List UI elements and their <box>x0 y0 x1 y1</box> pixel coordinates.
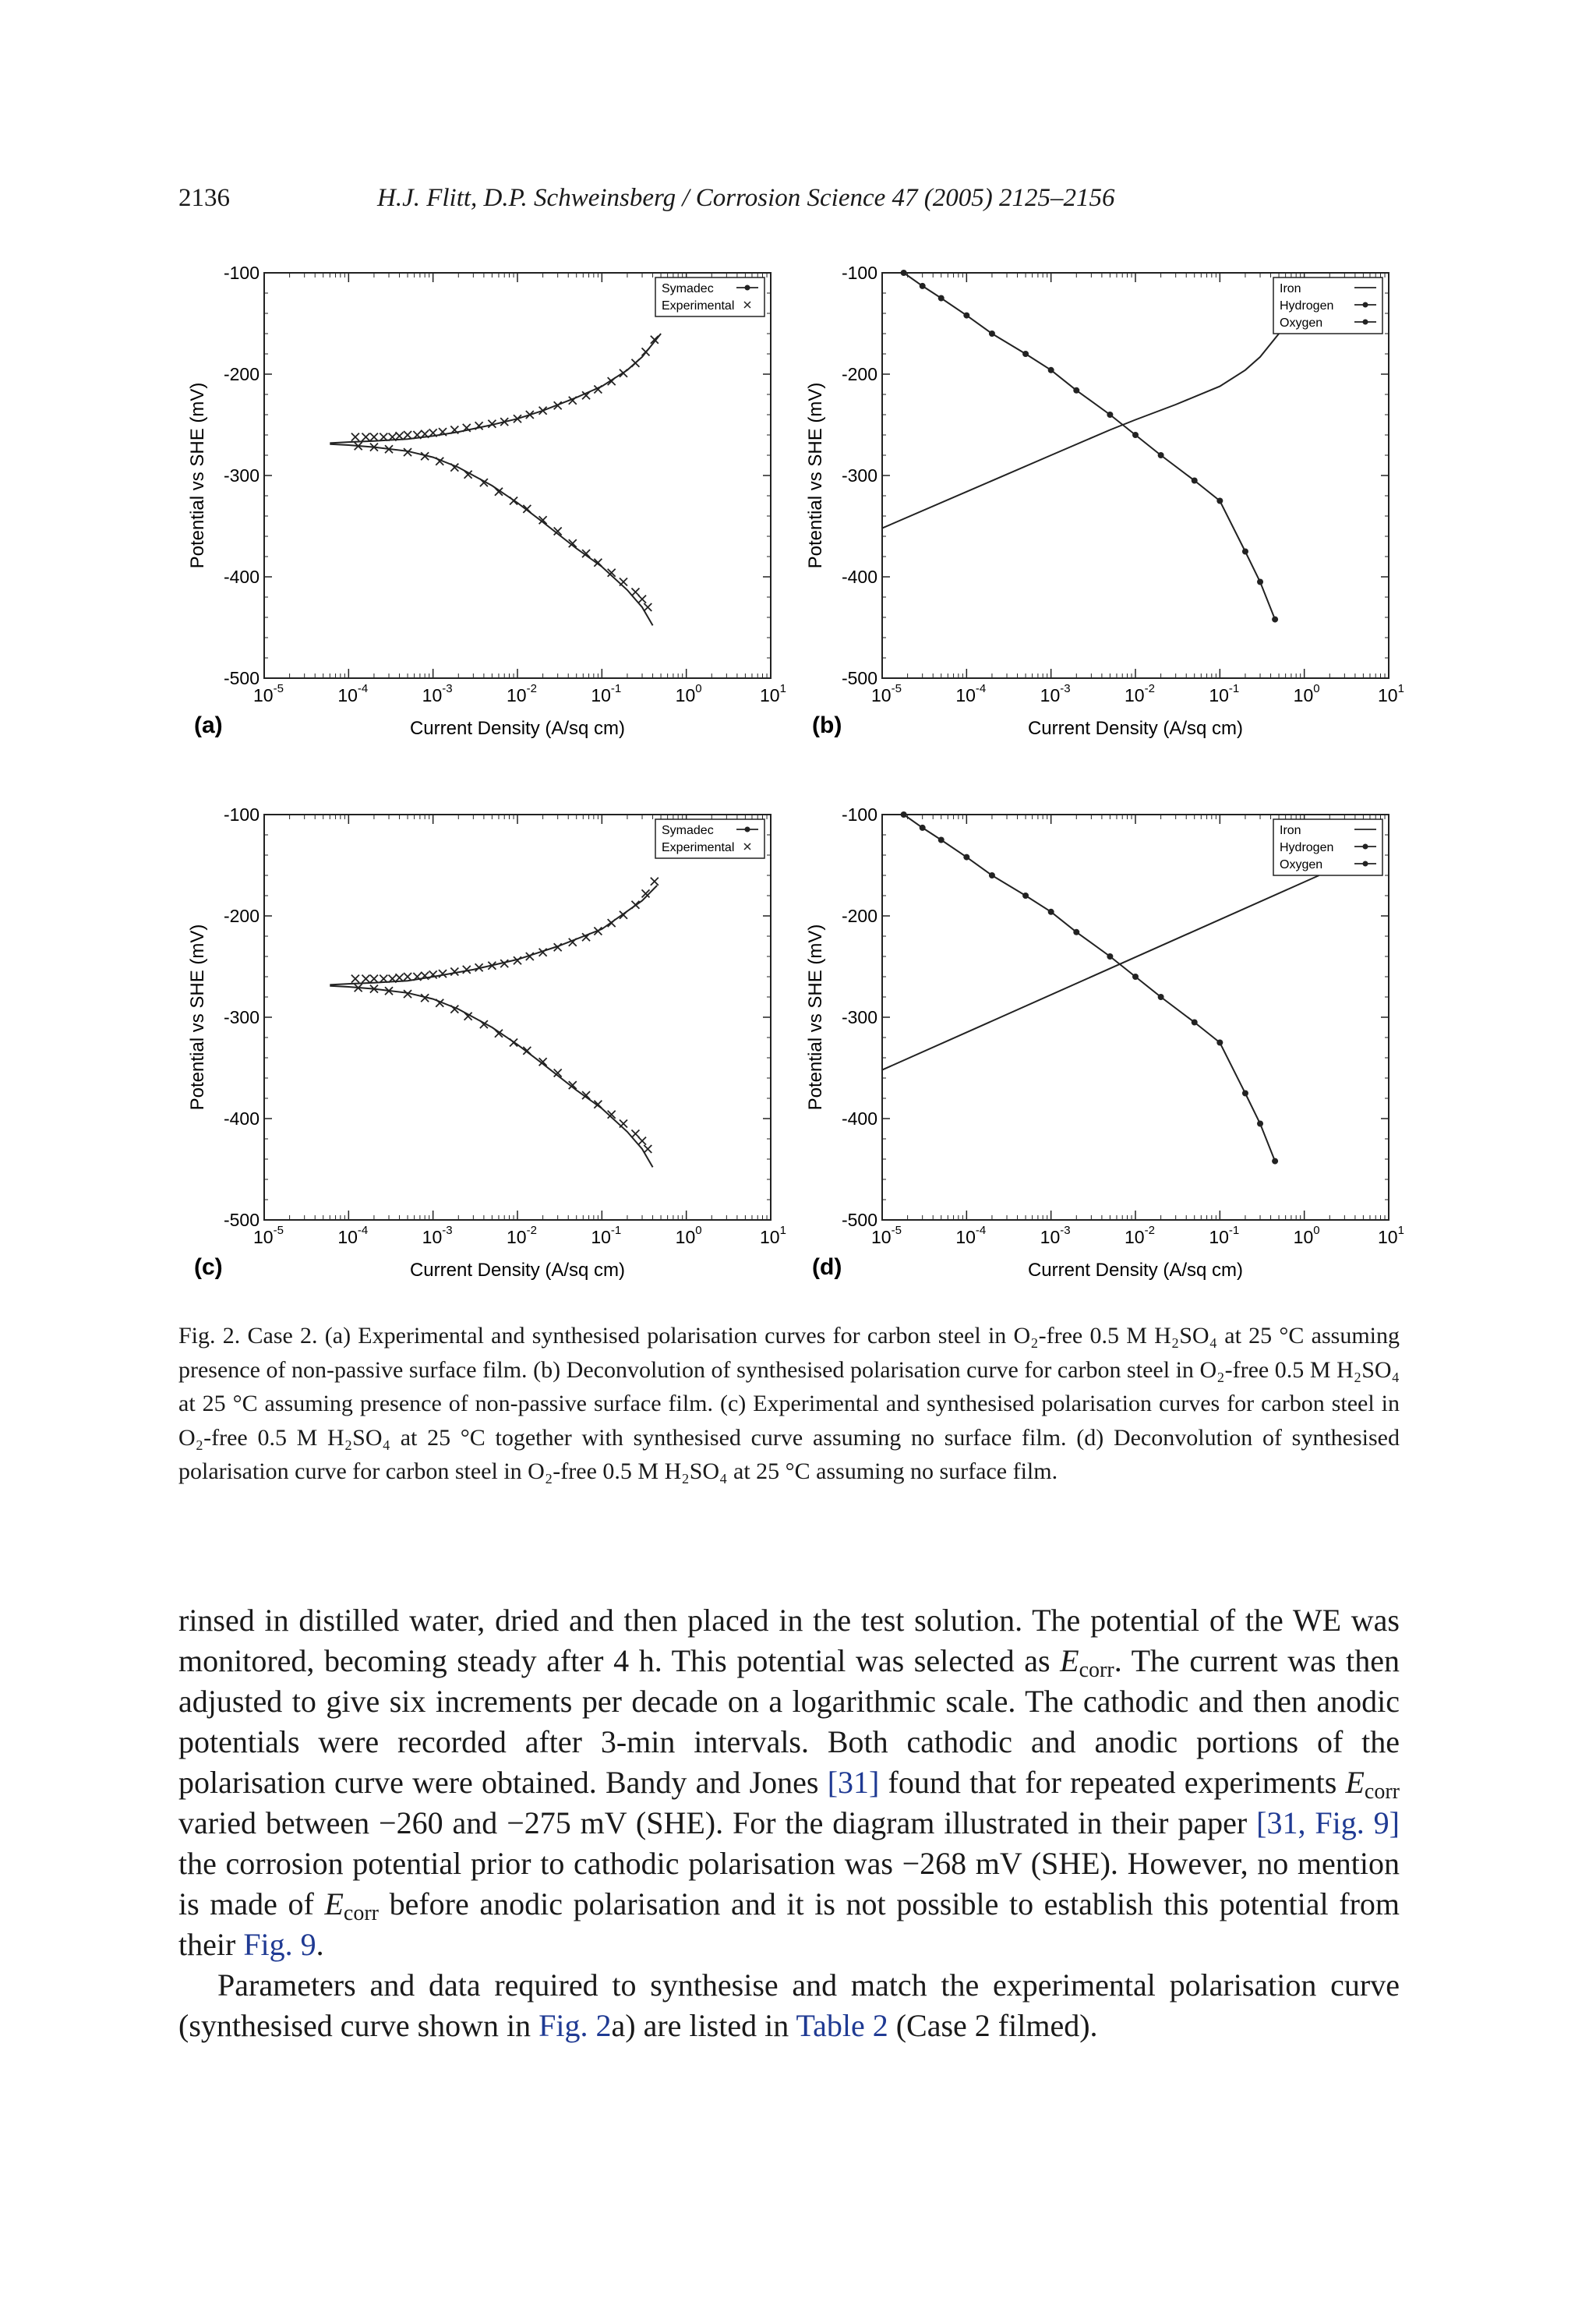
x-tick-label: $10^0$ <box>675 682 702 705</box>
data-point-hydrogen <box>1107 412 1113 418</box>
series-line-iron <box>882 875 1319 1070</box>
table-link-2[interactable]: Table 2 <box>796 2008 888 2043</box>
symbol-e: E <box>1345 1765 1365 1800</box>
data-point-hydrogen <box>1132 974 1139 980</box>
data-point-experimental <box>644 1145 651 1153</box>
y-tick-label: -200 <box>841 906 877 926</box>
y-tick-label: -100 <box>841 804 877 825</box>
series-line-symadec <box>330 886 657 985</box>
x-tick-label: $10^1$ <box>1378 1224 1404 1247</box>
panel-label: (c) <box>194 1254 223 1280</box>
panel-label: (a) <box>194 712 223 738</box>
x-axis-title: Current Density (A/sq cm) <box>409 718 626 739</box>
data-point-hydrogen <box>989 331 995 337</box>
x-tick-label: $10^{-2}$ <box>507 1224 537 1247</box>
figure-panel-b <box>796 257 1435 760</box>
data-point-experimental <box>362 975 369 983</box>
data-point-hydrogen <box>1192 478 1198 484</box>
x-tick-label: $10^{-2}$ <box>507 682 537 705</box>
text-run: . The current was then adjusted to give six increments per decade on a logarithmic scale. The cathodic and then anodic potentials were recorded after 3-min intervals. Both cathodic and anodic portions of the polarisation curve were obtained. Bandy and Jones <box>178 1643 1400 1800</box>
x-tick-label: $10^{-3}$ <box>422 682 453 705</box>
data-point-experimental <box>539 407 547 415</box>
x-tick-exponent: -2 <box>1144 682 1155 695</box>
legend-label: Experimental <box>662 841 735 854</box>
data-point-experimental <box>404 431 411 439</box>
data-point-experimental <box>404 973 411 981</box>
y-tick-label: -100 <box>223 804 260 825</box>
y-tick-label: -500 <box>841 1210 877 1230</box>
x-tick-label: $10^{-5}$ <box>871 1224 902 1247</box>
data-point-experimental <box>351 975 359 983</box>
data-point-experimental <box>642 348 650 355</box>
y-tick-label: -200 <box>223 906 260 926</box>
chart-b <box>796 257 1435 756</box>
data-point-hydrogen <box>1048 909 1054 915</box>
data-point-hydrogen <box>920 825 926 831</box>
x-tick-exponent: -1 <box>1228 682 1240 695</box>
x-tick-label: $10^{-4}$ <box>955 1224 987 1247</box>
reference-link-31-fig9[interactable]: [31, Fig. 9] <box>1256 1805 1400 1840</box>
y-tick-label: -400 <box>223 1108 260 1129</box>
data-point-hydrogen <box>1272 617 1278 623</box>
symbol-e: E <box>1060 1643 1079 1678</box>
data-point-experimental <box>620 1120 627 1128</box>
text-run: rinsed in distilled water, dried and then placed in the test solution. The potential of the WE was monitored, becoming steady after 4 h. This potential was selected as <box>178 1603 1400 1678</box>
data-point-experimental <box>510 497 517 505</box>
y-tick-label: -400 <box>223 567 260 587</box>
x-tick-exponent: -2 <box>526 1224 537 1237</box>
series-line-hydrogen <box>904 273 1275 620</box>
figure-link-2[interactable]: Fig. 2 <box>538 2008 612 2043</box>
figure-panel-c <box>178 799 817 1302</box>
data-point-experimental <box>370 975 378 983</box>
x-tick-exponent: 0 <box>695 1224 702 1237</box>
legend-label: Iron <box>1280 824 1301 837</box>
data-point-experimental <box>396 974 404 981</box>
y-tick-label: -300 <box>223 1007 260 1027</box>
x-tick-exponent: 0 <box>1313 1224 1320 1237</box>
x-tick-label: $10^{-1}$ <box>591 1224 622 1247</box>
x-tick-label: $10^0$ <box>1293 682 1320 705</box>
data-point-experimental <box>631 359 639 367</box>
plot-frame <box>264 815 771 1220</box>
x-tick-exponent: -1 <box>610 682 622 695</box>
x-tick-label: $10^1$ <box>760 1224 786 1247</box>
figure-caption <box>178 1319 1400 1489</box>
x-axis-title: Current Density (A/sq cm) <box>409 1260 626 1281</box>
legend-key-marker <box>745 827 750 833</box>
data-point-experimental <box>362 433 369 441</box>
x-tick-label: $10^{-1}$ <box>1209 1224 1240 1247</box>
legend-label: Experimental <box>662 299 735 313</box>
data-point-hydrogen <box>1022 351 1029 357</box>
subscript-corr: corr <box>1079 1658 1114 1682</box>
x-tick-label: $10^{-1}$ <box>591 682 622 705</box>
data-point-experimental <box>631 589 639 596</box>
x-tick-label: $10^{-3}$ <box>422 1224 453 1247</box>
paragraph-1 <box>178 1600 1400 1965</box>
legend-label: Symadec <box>662 282 714 295</box>
data-point-experimental <box>651 878 659 886</box>
data-point-hydrogen <box>1242 549 1248 555</box>
data-point-experimental <box>631 901 639 909</box>
data-point-experimental <box>396 432 404 440</box>
data-point-hydrogen <box>1022 893 1029 899</box>
y-tick-label: -100 <box>223 263 260 283</box>
x-tick-label: $10^0$ <box>675 1224 702 1247</box>
data-point-hydrogen <box>989 872 995 878</box>
paragraph-2 <box>178 1965 1400 2046</box>
data-point-hydrogen <box>938 295 945 302</box>
y-tick-label: -400 <box>841 1108 877 1129</box>
x-tick-exponent: -1 <box>610 1224 622 1237</box>
y-tick-label: -200 <box>223 364 260 384</box>
x-tick-exponent: -5 <box>273 1224 284 1237</box>
panel-label: (d) <box>812 1254 842 1280</box>
y-axis-title: Potential vs SHE (mV) <box>187 924 208 1111</box>
x-axis-title: Current Density (A/sq cm) <box>1027 718 1244 739</box>
y-axis-title: Potential vs SHE (mV) <box>187 382 208 569</box>
chart-d <box>796 799 1435 1298</box>
x-tick-exponent: -4 <box>975 682 987 695</box>
data-point-hydrogen <box>963 313 969 319</box>
data-point-hydrogen <box>1048 367 1054 373</box>
page-number: 2136 <box>178 184 230 212</box>
legend-key-marker <box>745 285 750 291</box>
y-tick-label: -300 <box>841 465 877 486</box>
journal-reference: H.J. Flitt, D.P. Schweinsberg / Corrosion Science 47 (2005) 2125–2156 <box>377 184 1115 212</box>
text-run: . <box>316 1927 324 1962</box>
y-tick-label: -300 <box>223 465 260 486</box>
x-tick-exponent: 1 <box>779 682 786 695</box>
x-tick-label: $10^1$ <box>1378 682 1404 705</box>
x-tick-label: $10^{-5}$ <box>253 1224 284 1247</box>
panel-label: (b) <box>812 712 842 738</box>
data-point-experimental <box>638 596 646 603</box>
x-tick-exponent: -4 <box>975 1224 987 1237</box>
legend-label: Oxygen <box>1280 858 1323 871</box>
x-tick-exponent: 0 <box>695 682 702 695</box>
text-run: found that for repeated experiments <box>879 1765 1346 1800</box>
x-tick-exponent: 1 <box>1397 682 1404 695</box>
x-tick-label: $10^{-1}$ <box>1209 682 1240 705</box>
legend-key-marker <box>1363 844 1368 850</box>
data-point-experimental <box>620 578 627 586</box>
y-tick-label: -300 <box>841 1007 877 1027</box>
series-line-symadec <box>330 986 652 1168</box>
data-point-experimental <box>608 919 616 927</box>
data-point-experimental <box>351 433 359 441</box>
running-header <box>178 184 1425 223</box>
x-tick-exponent: -1 <box>1228 1224 1240 1237</box>
x-tick-label: $10^{-5}$ <box>253 682 284 705</box>
legend-key-marker <box>1363 320 1368 325</box>
x-tick-exponent: -5 <box>891 1224 902 1237</box>
text-run: before anodic polarisation and it is not possible to establish this potential from their <box>178 1886 1400 1962</box>
data-point-experimental <box>620 369 627 377</box>
plot-frame <box>264 273 771 678</box>
legend-label: Iron <box>1280 282 1301 295</box>
data-point-hydrogen <box>1216 1040 1223 1046</box>
data-point-hydrogen <box>920 283 926 289</box>
series-line-symadec <box>330 444 652 626</box>
x-tick-exponent: -3 <box>442 1224 453 1237</box>
y-tick-label: -200 <box>841 364 877 384</box>
x-tick-exponent: 1 <box>1397 1224 1404 1237</box>
x-tick-exponent: 1 <box>779 1224 786 1237</box>
data-point-hydrogen <box>1257 1121 1263 1127</box>
x-tick-label: $10^{-3}$ <box>1040 682 1071 705</box>
text-run: the corrosion potential prior to cathodic polarisation was −268 mV (SHE). However, no mention is made of <box>178 1846 1400 1921</box>
data-point-experimental <box>450 968 458 976</box>
subscript-corr: corr <box>343 1901 379 1925</box>
y-tick-label: -500 <box>841 668 877 688</box>
data-point-experimental <box>370 433 378 441</box>
x-tick-label: $10^{-2}$ <box>1125 1224 1155 1247</box>
x-tick-label: $10^1$ <box>760 682 786 705</box>
legend-label: Oxygen <box>1280 316 1323 330</box>
caption-text: Fig. 2. Case 2. (a) Experimental and synthesised polarisation curves for carbon steel in O₂-free 0.5 M H₂SO₄ at 25 °C assuming presence of non-passive surface film. (b) Deconvolution of synthesised polarisation curve for carbon steel in O₂-free 0.5 M H₂SO₄ at 25 °C assuming presence of non-passive surface film. (c) Experimental and synthesised polarisation curves for carbon steel in O₂-free 0.5 M H₂SO₄ at 25 °C together with synthesised curve assuming no surface film. (d) Deconvolution of synthesised polarisation curve for carbon steel in O₂-free 0.5 M H₂SO₄ at 25 °C assuming no surface film. <box>178 1323 1400 1484</box>
y-tick-label: -100 <box>841 263 877 283</box>
data-point-hydrogen <box>1073 929 1079 935</box>
text-run: a) are listed in <box>611 2008 796 2043</box>
y-axis-title: Potential vs SHE (mV) <box>805 924 826 1111</box>
x-tick-exponent: -2 <box>1144 1224 1155 1237</box>
x-tick-exponent: -3 <box>442 682 453 695</box>
x-tick-exponent: -5 <box>891 682 902 695</box>
legend-label: Hydrogen <box>1280 299 1334 313</box>
x-tick-label: $10^{-3}$ <box>1040 1224 1071 1247</box>
x-tick-exponent: -5 <box>273 682 284 695</box>
data-point-hydrogen <box>901 270 907 276</box>
x-tick-exponent: 0 <box>1313 682 1320 695</box>
x-tick-exponent: -3 <box>1060 682 1071 695</box>
legend-key-marker <box>1363 861 1368 867</box>
x-axis-title: Current Density (A/sq cm) <box>1027 1260 1244 1281</box>
body-text <box>178 1600 1400 2046</box>
y-axis-title: Potential vs SHE (mV) <box>805 382 826 569</box>
data-point-experimental <box>631 1130 639 1138</box>
data-point-hydrogen <box>1242 1091 1248 1097</box>
figure-panel-a <box>178 257 817 760</box>
x-tick-label: $10^{-4}$ <box>337 1224 369 1247</box>
data-point-hydrogen <box>1257 579 1263 585</box>
data-point-experimental <box>439 970 447 977</box>
data-point-hydrogen <box>1158 994 1164 1000</box>
x-tick-label: $10^{-4}$ <box>955 682 987 705</box>
y-tick-label: -500 <box>223 668 260 688</box>
data-point-hydrogen <box>901 811 907 818</box>
text-run: (Case 2 filmed). <box>888 2008 1098 2043</box>
data-point-hydrogen <box>963 854 969 861</box>
data-point-hydrogen <box>1192 1020 1198 1026</box>
legend-key-marker <box>1363 302 1368 308</box>
series-line-hydrogen <box>904 815 1275 1161</box>
data-point-hydrogen <box>1073 387 1079 394</box>
reference-link-31[interactable]: [31] <box>827 1765 880 1800</box>
legend-label: Hydrogen <box>1280 841 1334 854</box>
chart-a <box>178 257 817 756</box>
data-point-hydrogen <box>1216 498 1223 504</box>
data-point-experimental <box>644 603 651 611</box>
data-point-hydrogen <box>1158 452 1164 458</box>
y-tick-label: -500 <box>223 1210 260 1230</box>
legend-label: Symadec <box>662 824 714 837</box>
data-point-experimental <box>510 1039 517 1047</box>
data-point-experimental <box>475 422 483 430</box>
data-point-hydrogen <box>1107 953 1113 960</box>
x-tick-label: $10^0$ <box>1293 1224 1320 1247</box>
data-point-hydrogen <box>1132 432 1139 438</box>
data-point-hydrogen <box>938 837 945 843</box>
text-run: varied between −260 and −275 mV (SHE). For the diagram illustrated in their paper <box>178 1805 1257 1840</box>
x-tick-label: $10^{-4}$ <box>337 682 369 705</box>
data-point-experimental <box>638 1137 646 1145</box>
data-point-hydrogen <box>1272 1158 1278 1165</box>
chart-c <box>178 799 817 1298</box>
symbol-e: E <box>324 1886 344 1921</box>
x-tick-exponent: -4 <box>357 682 369 695</box>
y-tick-label: -400 <box>841 567 877 587</box>
x-tick-exponent: -2 <box>526 682 537 695</box>
x-tick-exponent: -4 <box>357 1224 369 1237</box>
x-tick-label: $10^{-5}$ <box>871 682 902 705</box>
figure-panel-d <box>796 799 1435 1302</box>
x-tick-label: $10^{-2}$ <box>1125 682 1155 705</box>
subscript-corr: corr <box>1364 1780 1400 1804</box>
figure-link-9[interactable]: Fig. 9 <box>243 1927 316 1962</box>
text-run: Parameters and data required to synthesise and match the experimental polarisation curve (synthesised curve shown in <box>178 1967 1400 2043</box>
x-tick-exponent: -3 <box>1060 1224 1071 1237</box>
